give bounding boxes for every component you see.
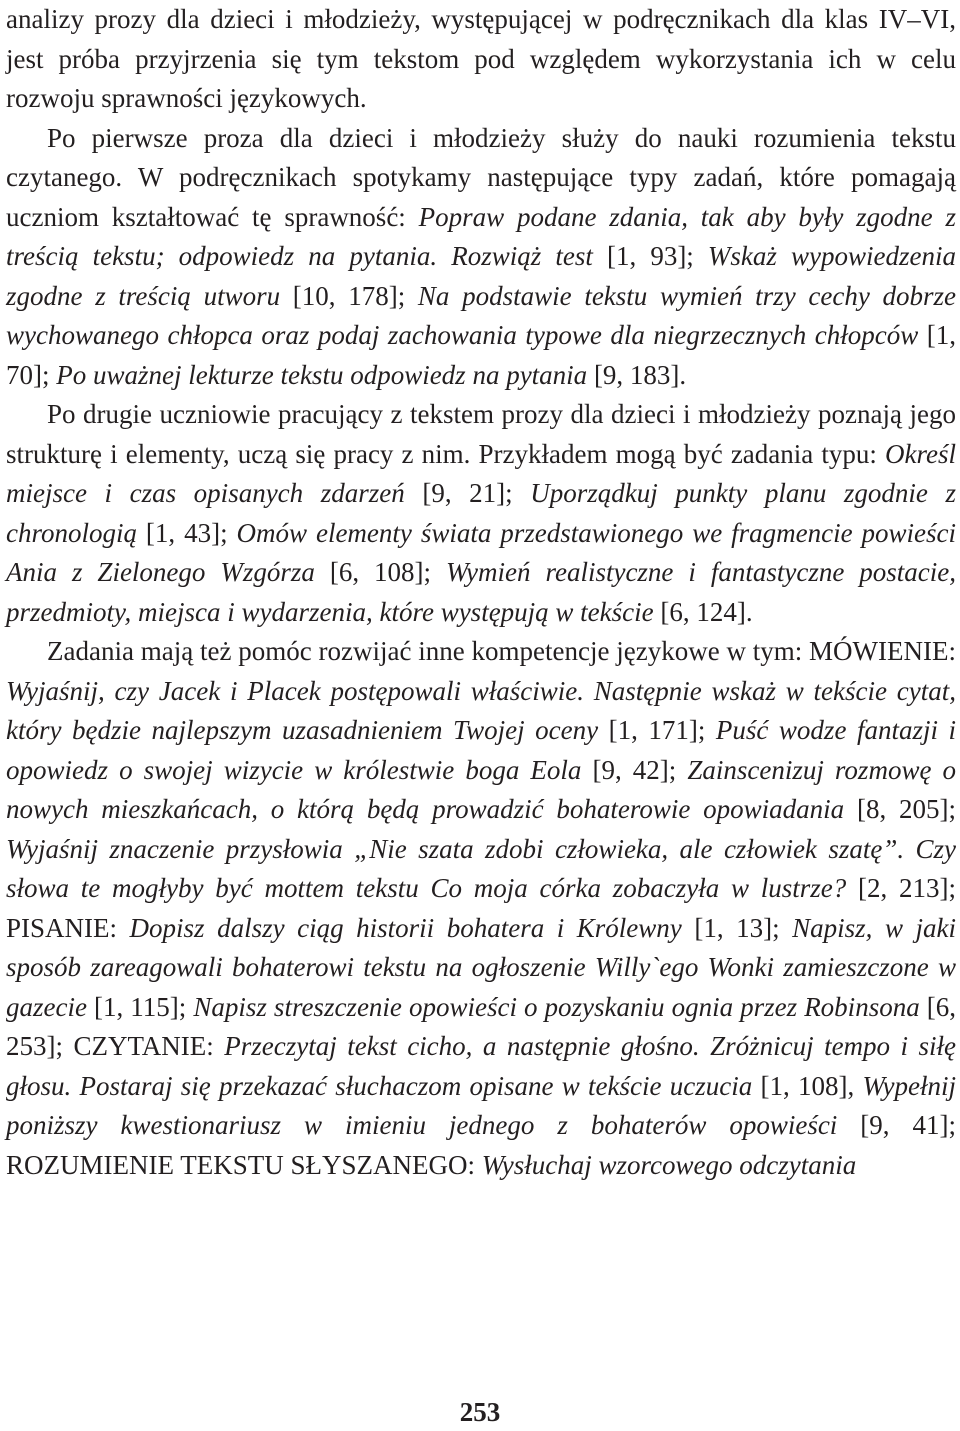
- italic-run: Na podstawie tekstu wymień trzy cechy dobrze wychowanego chłopca oraz podaj zachowania typowe dla niegrzecznych chłopców: [6, 280, 957, 350]
- text-run: [9, 41]; ROZUMIENIE TEKSTU SŁYSZANEGO:: [6, 1110, 956, 1180]
- text-run: [1, 115];: [86, 991, 194, 1022]
- body-text: [6, 0, 956, 1185]
- text-run: [9, 42];: [581, 754, 688, 785]
- italic-run: Wskaż wypowiedzenia zgodne z treścią utworu: [6, 241, 956, 311]
- text-run: analizy prozy dla dzieci i młodzieży, występującej w podręcznikach dla klas IV–VI, jest próba przyjrzenia się tym tekstom pod względem wykorzystania ich w celu rozwoju sprawności językowych.: [6, 4, 956, 113]
- italic-run: Po uważnej lekturze tekstu odpowiedz na pytania: [56, 359, 588, 390]
- paragraph-4: [6, 632, 956, 1185]
- page-number: 253: [459, 1397, 501, 1427]
- text-run: Zadania mają też pomóc rozwijać inne kompetencje językowe w tym: MÓWIENIE:: [47, 636, 956, 666]
- italic-run: Wyjaśnij, czy Jacek i Placek postępowali właściwie. Następnie wskaż w tekście cytat, który będzie najlepszym uzasadnieniem Twojej oceny: [6, 675, 956, 745]
- italic-run: Wysłuchaj wzorcowego odczytania: [481, 1149, 857, 1180]
- text-run: [9, 183].: [587, 359, 687, 390]
- text-run: [1, 108],: [752, 1070, 863, 1101]
- italic-run: Napisz streszczenie opowieści o pozyskaniu ognia przez Robinsona: [193, 991, 920, 1022]
- italic-run: Napisz, w jaki sposób zareagowali bohaterowi tekstu na ogłoszenie Willy`ego Wonki zamieszczone w gazecie: [6, 912, 957, 1022]
- italic-run: Puść wodze fantazji i opowiedz o swojej wizycie w królestwie boga Eola: [6, 715, 957, 785]
- paragraph-1: [6, 0, 956, 119]
- paragraph-2: [6, 119, 956, 396]
- italic-run: Określ miejsce i czas opisanych zdarzeń: [6, 438, 956, 508]
- text-run: [9, 21];: [404, 478, 531, 508]
- text-run: [6, 124].: [653, 596, 753, 627]
- italic-run: Wyjaśnij znaczenie przysłowia „Nie szata zdobi człowieka, ale człowiek szatę”. Czy słowa te mogłyby być mottem tekstu Co moja córka zobaczyła w lustrze?: [6, 833, 956, 903]
- text-run: [10, 178];: [280, 280, 418, 311]
- text-run: [2, 213]; PISANIE:: [6, 873, 957, 943]
- italic-run: Popraw podane zdania, tak aby były zgodne z treścią tekstu; odpowiedz na pytania. Rozwiąż test: [6, 201, 956, 271]
- text-run: Po drugie uczniowie pracujący z tekstem prozy dla dzieci i młodzieży poznają jego strukturę i elementy, uczą się pracy z nim. Przykładem mogą być zadania typu:: [6, 399, 956, 469]
- italic-run: Uporządkuj punkty planu zgodnie z chronologią: [6, 478, 956, 548]
- text-run: [1, 171];: [598, 715, 716, 745]
- italic-run: Zainscenizuj rozmowę o nowych mieszkańcach, o którą będą prowadzić bohaterowie opowiadania: [6, 754, 956, 824]
- italic-run: Wymień realistyczne i fantastyczne postacie, przedmioty, miejsca i wydarzenia, które występują w tekście: [6, 557, 956, 627]
- paragraph-3: [6, 395, 956, 632]
- text-run: [1, 13];: [681, 912, 793, 943]
- text-run: Po pierwsze proza dla dzieci i młodzieży służy do nauki rozumienia tekstu czytanego. W podręcznikach spotykamy następujące typy zadań, które pomagają uczniom kształtować tę sprawność:: [6, 122, 956, 232]
- text-run: [1, 43];: [137, 517, 237, 548]
- text-run: [6, 253]; CZYTANIE:: [6, 991, 956, 1061]
- italic-run: Dopisz dalszy ciąg historii bohatera i Królewny: [129, 912, 682, 943]
- italic-run: Wypełnij poniższy kwestionariusz w imieniu jednego z bohaterów opowieści: [6, 1070, 956, 1140]
- text-run: [1, 70];: [6, 320, 956, 390]
- italic-run: Omów elementy świata przedstawionego we fragmencie powieści Ania z Zielonego Wzgórza: [6, 517, 957, 587]
- text-run: [8, 205];: [844, 794, 956, 824]
- text-run: [1, 93];: [592, 241, 708, 271]
- italic-run: Przeczytaj tekst cicho, a następnie głośno. Zróżnicuj tempo i siłę głosu. Postaraj się przekazać słuchaczom opisane w tekście uczucia: [6, 1031, 957, 1101]
- text-run: [6, 108];: [314, 557, 447, 587]
